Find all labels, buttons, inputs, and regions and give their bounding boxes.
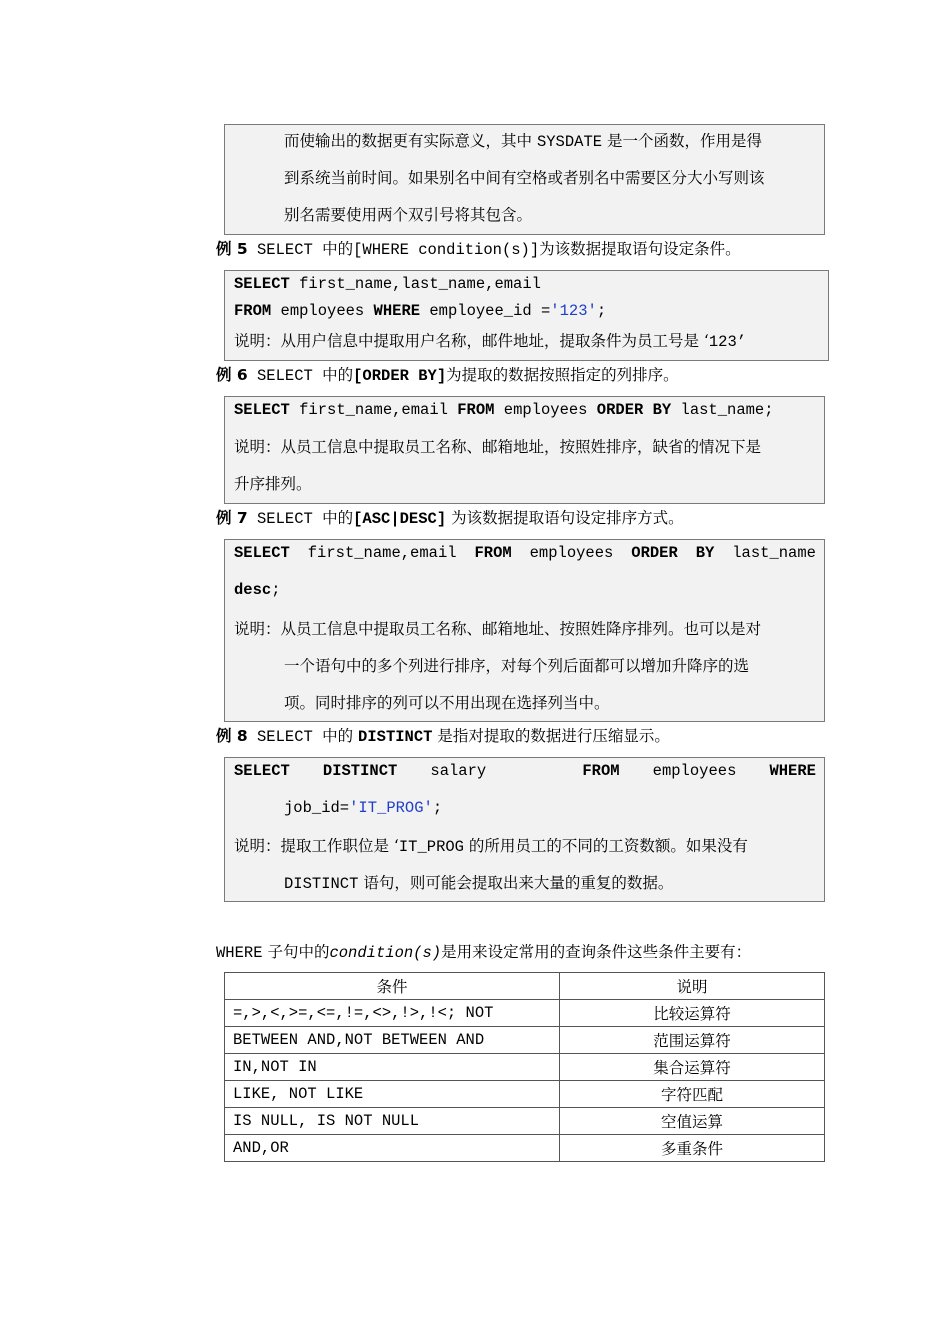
example-6-heading: 例 6 SELECT 中的[ORDER BY]为提取的数据按照指定的列排序。 bbox=[216, 366, 679, 385]
table-row bbox=[225, 1054, 825, 1081]
condition-cell: AND,OR bbox=[225, 1135, 560, 1162]
code-line: job_id='IT_PROG'; bbox=[284, 799, 443, 817]
description-cell: 范围运算符 bbox=[560, 1027, 825, 1054]
table-row bbox=[225, 1135, 825, 1162]
description-cell: 多重条件 bbox=[560, 1135, 825, 1162]
table-row bbox=[225, 1108, 825, 1135]
code-line: SELECT DISTINCT salary FROM employees WHERE bbox=[234, 762, 816, 780]
note-line: 一个语句中的多个列进行排序，对每个列后面都可以增加升降序的选 bbox=[284, 657, 750, 675]
condition-cell: IS NULL, IS NOT NULL bbox=[225, 1108, 560, 1135]
description-cell: 空值运算 bbox=[560, 1108, 825, 1135]
note-line: 说明：从员工信息中提取员工名称、邮箱地址、按照姓降序排列。也可以是对 bbox=[234, 620, 762, 638]
example-6-code-box bbox=[224, 396, 825, 504]
note-line: DISTINCT 语句，则可能会提取出来大量的重复的数据。 bbox=[284, 874, 674, 893]
example-7-code-box bbox=[224, 539, 825, 722]
column-header: 说明 bbox=[560, 973, 825, 1000]
condition-cell: =,>,<,>=,<=,!=,<>,!>,!<; NOT bbox=[225, 1000, 560, 1027]
note-line: 说明：提取工作职位是 ‘IT_PROG 的所用员工的不同的工资数额。如果没有 bbox=[234, 837, 748, 856]
note-line: 说明：从员工信息中提取员工名称、邮箱地址，按照姓排序，缺省的情况下是 bbox=[234, 438, 762, 456]
conditions-table bbox=[224, 972, 825, 1162]
note-line: 到系统当前时间。如果别名中间有空格或者别名中需要区分大小写则该 bbox=[284, 169, 765, 187]
sysdate-note-box bbox=[224, 124, 825, 235]
code-line: SELECT first_name,last_name,email bbox=[234, 275, 541, 293]
where-intro-paragraph: WHERE 子句中的condition(s)是用来设定常用的查询条件这些条件主要有： bbox=[216, 943, 752, 962]
table-header-row bbox=[225, 973, 825, 1000]
condition-cell: IN,NOT IN bbox=[225, 1054, 560, 1081]
code-line: SELECT first_name,email FROM employees ORDER BY last_name; bbox=[234, 401, 774, 419]
example-8-code-box bbox=[224, 757, 825, 902]
table-row bbox=[225, 1000, 825, 1027]
table-row bbox=[225, 1081, 825, 1108]
sysdate-code: SYSDATE bbox=[536, 133, 603, 151]
code-line: desc; bbox=[234, 581, 281, 599]
code-line: FROM employees WHERE employee_id ='123'; bbox=[234, 302, 607, 320]
example-7-heading: 例 7 SELECT 中的[ASC|DESC] 为该数据提取语句设定排序方式。 bbox=[216, 509, 684, 528]
example-5-code-box bbox=[224, 270, 829, 361]
condition-cell: LIKE, NOT LIKE bbox=[225, 1081, 560, 1108]
note-line: 而使输出的数据更有实际意义，其中 SYSDATE 是一个函数，作用是得 bbox=[284, 132, 762, 151]
note-line: 说明：从用户信息中提取用户名称，邮件地址，提取条件为员工号是 ‘123’ bbox=[234, 332, 747, 351]
example-5-heading: 例 5 SELECT 中的[WHERE condition(s)]为该数据提取语句设定条件。 bbox=[216, 240, 741, 259]
column-header: 条件 bbox=[225, 973, 560, 1000]
example-8-heading: 例 8 SELECT 中的 DISTINCT 是指对提取的数据进行压缩显示。 bbox=[216, 727, 670, 746]
note-line: 别名需要使用两个双引号将其包含。 bbox=[284, 206, 533, 224]
note-line: 项。同时排序的列可以不用出现在选择列当中。 bbox=[284, 694, 610, 712]
description-cell: 比较运算符 bbox=[560, 1000, 825, 1027]
note-line: 升序排列。 bbox=[234, 475, 312, 493]
condition-cell: BETWEEN AND,NOT BETWEEN AND bbox=[225, 1027, 560, 1054]
code-line: SELECT first_name,email FROM employees ORDER BY last_name bbox=[234, 544, 816, 562]
table-row bbox=[225, 1027, 825, 1054]
description-cell: 字符匹配 bbox=[560, 1081, 825, 1108]
description-cell: 集合运算符 bbox=[560, 1054, 825, 1081]
